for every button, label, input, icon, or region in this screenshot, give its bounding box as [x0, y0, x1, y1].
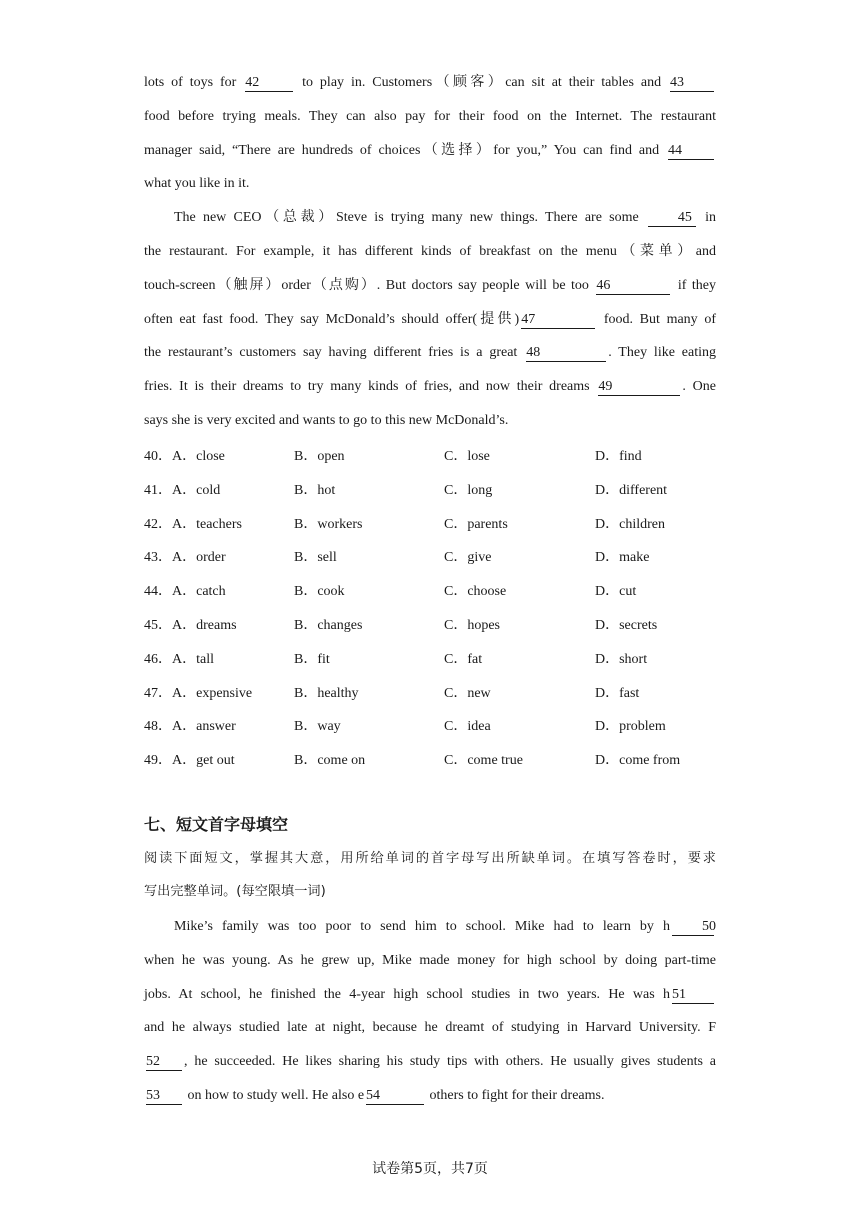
passage-text: manager said, “There are hundreds of choices（选择）for you,” You can find and [144, 142, 666, 158]
blank-45: 45 [648, 210, 696, 227]
blank-51: 51 [672, 987, 714, 1004]
blank-42: 42 [245, 75, 293, 92]
option-d: D．different [595, 482, 668, 498]
option-row [144, 609, 744, 643]
blank-52: 52 [146, 1054, 182, 1071]
passage-text: , he succeeded. He likes sharing his study tips with others. He usually gives students a [184, 1054, 716, 1070]
blank-43: 43 [670, 75, 714, 92]
option-b: B．cook [294, 584, 345, 600]
passage-line [144, 1079, 716, 1113]
passage-text: often eat fast food. They say McDonald’s should offer(提供) [144, 311, 520, 327]
passage-line [144, 201, 716, 235]
blank-49: 49 [598, 379, 680, 396]
option-d: D．find [595, 449, 642, 464]
option-a: 48．A．answer [144, 719, 236, 735]
option-d: D．children [595, 516, 665, 532]
passage-line [144, 910, 716, 944]
option-row [144, 508, 744, 542]
passage-text: on how to study well. He also e [184, 1087, 365, 1103]
option-a: 44．A．catch [144, 584, 226, 600]
passage-text: says she is very excited and wants to go to this new McDonald’s. [144, 412, 509, 428]
passage-text: . One [682, 379, 716, 395]
option-c: C．long [444, 482, 493, 498]
option-a: 47．A．expensive [144, 685, 253, 701]
option-d: D．cut [595, 584, 637, 600]
passage-line [144, 303, 716, 337]
option-d: D．short [595, 651, 648, 667]
blank-48: 48 [526, 345, 606, 362]
passage-text: when he was young. As he grew up, Mike made money for high school by doing part-time [144, 952, 716, 968]
passage-text: lots of toys for [144, 75, 244, 90]
passage-text: Mike’s family was too poor to send him to school. Mike had to learn by h [174, 919, 670, 934]
blank-50: 50 [672, 919, 714, 936]
passage-line [144, 370, 716, 404]
option-b: B．healthy [294, 685, 359, 701]
option-c: C．hopes [444, 617, 500, 633]
passage-text: the restaurant’s customers say having different fries is a great [144, 345, 525, 361]
section-instructions [144, 842, 716, 908]
option-b: B．come on [294, 753, 366, 769]
option-d: D．make [595, 550, 650, 566]
option-c: C．idea [444, 719, 491, 735]
option-a: 49．A．get out [144, 753, 235, 769]
option-a: 45．A．dreams [144, 617, 237, 633]
option-c: C．parents [444, 516, 508, 532]
option-b: B．changes [294, 617, 363, 633]
option-a: 41．A．cold [144, 482, 221, 498]
passage-line [144, 1011, 716, 1045]
option-b: B．way [294, 719, 341, 735]
option-b: B．workers [294, 516, 363, 532]
passage-line [144, 336, 716, 370]
option-b: B．sell [294, 550, 337, 566]
option-b: B．open [294, 449, 345, 464]
option-row [144, 677, 744, 711]
option-a: 43．A．order [144, 550, 226, 566]
passage-text: what you like in it. [144, 176, 250, 192]
passage-line [144, 235, 716, 269]
option-c: C．new [444, 685, 491, 701]
option-row [144, 474, 744, 508]
passage-line [144, 134, 716, 168]
option-a: 40．A．close [144, 449, 225, 464]
passage-text: and he always studied late at night, because he dreamt of studying in Harvard University. F [144, 1020, 716, 1036]
blank-54: 54 [366, 1088, 424, 1105]
passage-text: the restaurant. For example, it has different kinds of breakfast on the menu（菜单）and [144, 243, 716, 259]
section-title: 七、短文首字母填空 [144, 815, 289, 834]
initial-letter-passage [144, 910, 716, 1113]
option-c: C．choose [444, 584, 507, 600]
passage-text: The new CEO（总裁）Steve is trying many new things. There are some [174, 210, 646, 226]
passage-text: to play in. Customers（顾客）can sit at their tables and [295, 75, 668, 90]
option-d: D．fast [595, 685, 640, 701]
instruction-line: 写出完整单词。(每空限填一词) [144, 884, 326, 899]
option-a: 42．A．teachers [144, 516, 242, 532]
passage-text: . They like eating [608, 345, 717, 361]
answer-options [144, 440, 744, 778]
passage-text: jobs. At school, he finished the 4-year high school studies in two years. He was h [144, 986, 670, 1002]
option-d: D．come from [595, 753, 681, 769]
passage-line [144, 978, 716, 1012]
passage-text: food before trying meals. They can also pay for their food on the Internet. The restaurant [144, 108, 716, 124]
passage-text: fries. It is their dreams to try many kinds of fries, and now their dreams [144, 379, 597, 395]
option-row [144, 575, 744, 609]
option-c: C．come true [444, 753, 523, 769]
option-c: C．lose [444, 449, 490, 464]
passage-line [144, 100, 716, 134]
passage-line [144, 944, 716, 978]
passage-line [144, 269, 716, 303]
passage-line [144, 404, 716, 438]
passage-text: touch-screen（触屏）order（点购）. But doctors say people will be too [144, 277, 595, 293]
option-d: D．secrets [595, 617, 658, 633]
option-b: B．fit [294, 651, 330, 667]
option-b: B．hot [294, 482, 336, 498]
option-a: 46．A．tall [144, 651, 214, 667]
blank-47: 47 [521, 312, 595, 329]
passage-text: if they [672, 277, 717, 293]
passage-text: food. But many of [597, 311, 716, 327]
blank-44: 44 [668, 143, 714, 160]
option-row [144, 440, 744, 474]
option-row [144, 744, 744, 778]
option-row [144, 541, 744, 575]
option-c: C．give [444, 550, 492, 566]
passage-text: others to fight for their dreams. [426, 1087, 605, 1103]
option-d: D．problem [595, 719, 666, 735]
blank-53: 53 [146, 1088, 182, 1105]
passage-line [144, 1045, 716, 1079]
option-row [144, 710, 744, 744]
option-row [144, 643, 744, 677]
option-c: C．fat [444, 651, 483, 667]
cloze-passage [144, 66, 716, 438]
blank-46: 46 [596, 278, 670, 295]
instruction-line: 阅读下面短文，掌握其大意，用所给单词的首字母写出所缺单词。在填写答卷时，要求 [144, 851, 716, 866]
passage-text: in [697, 210, 716, 226]
page-footer: 试卷第5页，共7页 [372, 1161, 488, 1177]
passage-line [144, 167, 716, 201]
passage-line [144, 66, 716, 100]
